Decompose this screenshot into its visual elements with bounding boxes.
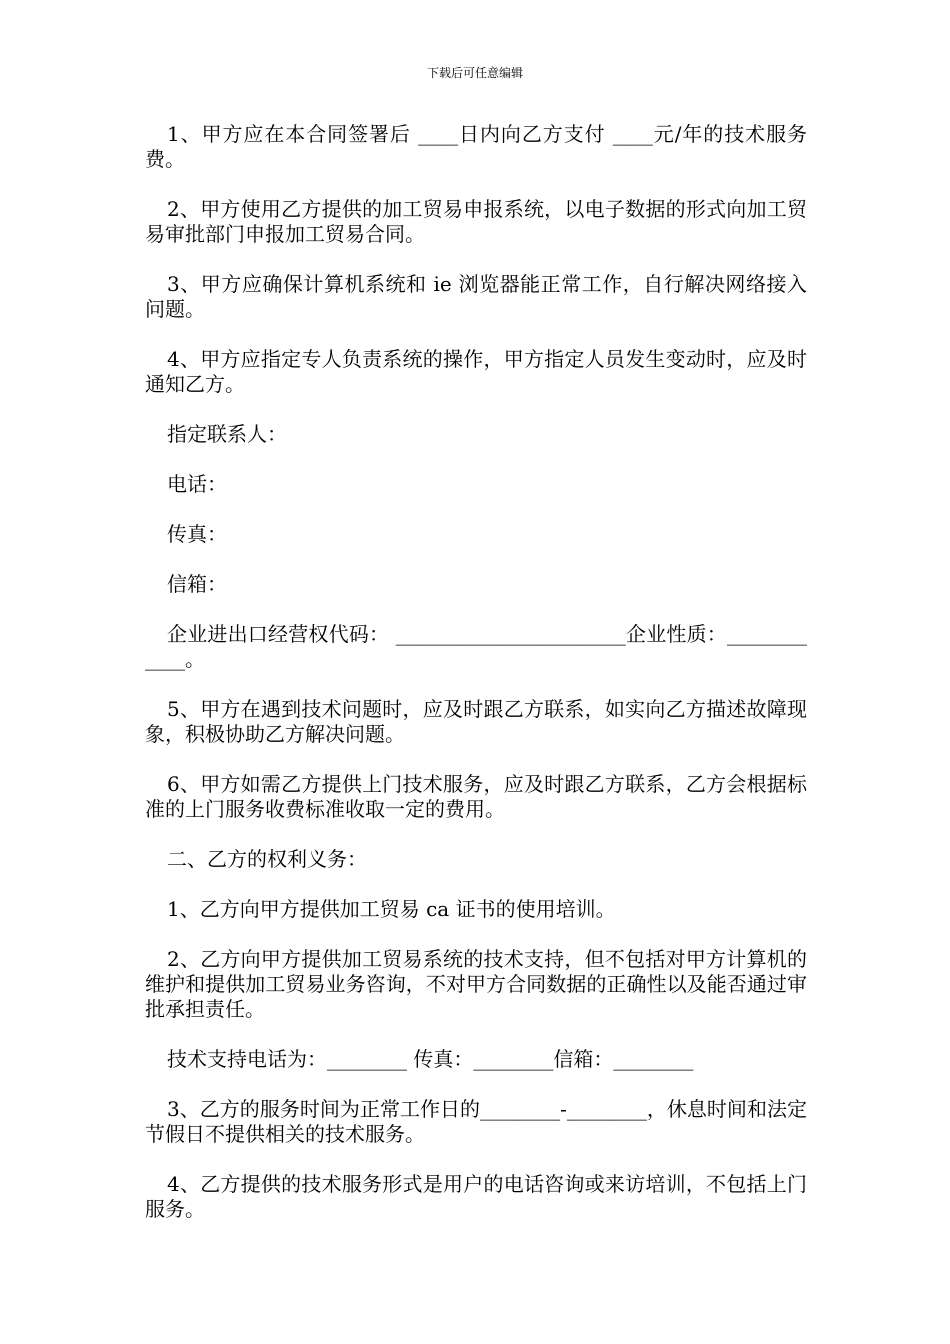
document-body — [145, 122, 807, 1222]
clause-b2-support: 2、乙方向甲方提供加工贸易系统的技术支持，但不包括对甲方计算机的维护和提供加工贸易业务咨询，不对甲方合同数据的正确性以及能否通过审批承担责任。 — [145, 947, 807, 1021]
clause-a5-issues: 5、甲方在遇到技术问题时，应及时跟乙方联系，如实向乙方描述故障现象，积极协助乙方解决问题。 — [145, 697, 807, 746]
clause-a4-operator: 4、甲方应指定专人负责系统的操作，甲方指定人员发生变动时，应及时通知乙方。 — [145, 347, 807, 396]
contact-fax: 传真： — [167, 522, 227, 546]
clause-b4-service-form: 4、乙方提供的技术服务形式是用户的电话咨询或来访培训，不包括上门服务。 — [145, 1172, 807, 1221]
clause-a1-fee: 1、甲方应在本合同签署后 ____日内向乙方支付 ____元/年的技术服务费。 — [145, 122, 807, 171]
page-header-note: 下载后可任意编辑 — [426, 66, 523, 80]
support-contact-line: 技术支持电话为：________ 传真：________信箱：________ — [167, 1047, 694, 1071]
clause-b3-hours: 3、乙方的服务时间为正常工作日的________-________，休息时间和法定节假日不提供相关的技术服务。 — [145, 1097, 807, 1146]
clause-a3-system: 3、甲方应确保计算机系统和 ie 浏览器能正常工作，自行解决网络接入问题。 — [145, 272, 807, 321]
clause-b1-training: 1、乙方向甲方提供加工贸易 ca 证书的使用培训。 — [167, 897, 616, 921]
clause-a2-declaration: 2、甲方使用乙方提供的加工贸易申报系统，以电子数据的形式向加工贸易审批部门申报加工贸易合同。 — [145, 197, 807, 246]
clause-a6-onsite: 6、甲方如需乙方提供上门技术服务，应及时跟乙方联系，乙方会根据标准的上门服务收费标准收取一定的费用。 — [145, 772, 807, 821]
contact-mailbox: 信箱： — [167, 572, 227, 596]
section-b-heading: 二、乙方的权利义务： — [167, 847, 367, 871]
contact-person: 指定联系人： — [167, 422, 287, 446]
enterprise-code-line: 企业进出口经营权代码： _______________________企业性质：____________。 — [145, 622, 807, 671]
contact-phone: 电话： — [167, 472, 227, 496]
